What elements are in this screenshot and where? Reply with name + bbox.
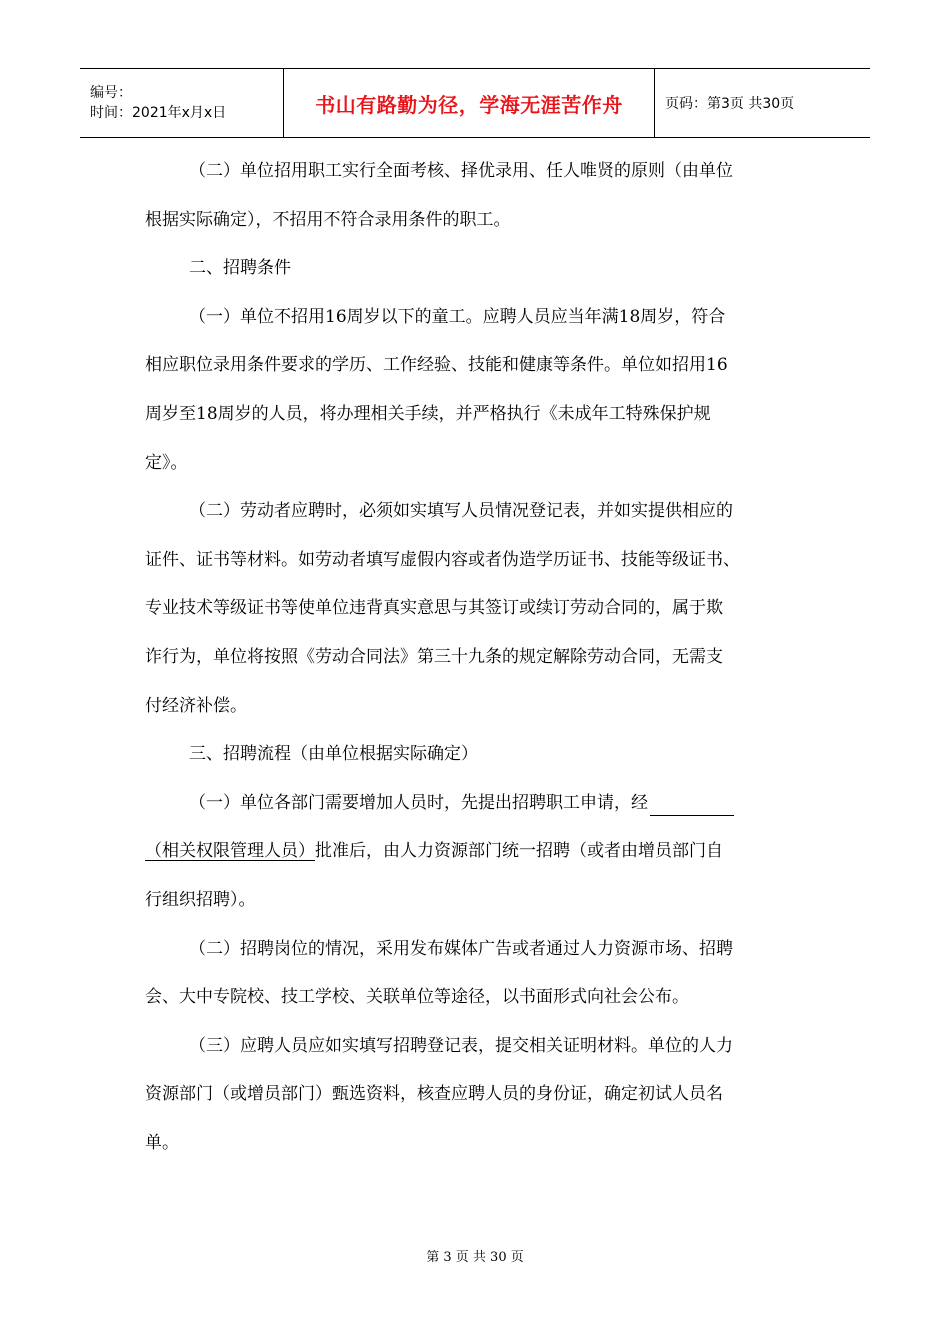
paragraph-line: 相应职位录用条件要求的学历、工作经验、技能和健康等条件。单位如招用16	[145, 355, 728, 376]
header-motto: 书山有路勤为径，学海无涯苦作舟	[315, 92, 623, 117]
header-motto-cell	[283, 69, 655, 137]
document-number-label: 编号：	[90, 85, 132, 101]
paragraph-line: 资源部门（或增员部门）甄选资料，核查应聘人员的身份证，确定初试人员名	[145, 1084, 723, 1105]
paragraph-line: 定》。	[145, 452, 188, 473]
document-body	[145, 147, 805, 1167]
fill-in-blank	[650, 791, 734, 816]
paragraph-line: 诈行为，单位将按照《劳动合同法》第三十九条的规定解除劳动合同，无需支	[145, 646, 723, 667]
paragraph-line: 根据实际确定），不招用不符合录用条件的职工。	[145, 209, 511, 230]
header-meta	[80, 69, 283, 137]
header-page-info: 页码：第3页 共30页	[665, 96, 795, 112]
paragraph-line: （一）单位不招用16周岁以下的童工。应聘人员应当年满18周岁，符合	[189, 306, 726, 327]
underlined-placeholder: （相关权限管理人员）	[145, 841, 315, 862]
paragraph-line: （二）招聘岗位的情况，采用发布媒体广告或者通过人力资源市场、招聘	[189, 938, 733, 959]
paragraph-line: （三）应聘人员应如实填写招聘登记表，提交相关证明材料。单位的人力	[189, 1035, 733, 1056]
section-heading: 三、招聘流程（由单位根据实际确定）	[189, 744, 478, 765]
paragraph-line	[145, 827, 805, 876]
paragraph-line: 证件、证书等材料。如劳动者填写虚假内容或者伪造学历证书、技能等级证书、	[145, 549, 740, 570]
paragraph-line	[145, 779, 805, 828]
section-heading: 二、招聘条件	[189, 258, 291, 279]
paragraph-line: （二）单位招用职工实行全面考核、择优录用、任人唯贤的原则（由单位	[189, 161, 733, 181]
paragraph-line: 付经济补偿。	[145, 695, 247, 716]
paragraph-text: 批准后，由人力资源部门统一招聘（或者由增员部门自	[315, 841, 723, 862]
paragraph-line: 行组织招聘）。	[145, 889, 256, 910]
paragraph-line: 会、大中专院校、技工学校、关联单位等途径，以书面形式向社会公布。	[145, 987, 689, 1008]
paragraph-line: 专业技术等级证书等使单位违背真实意思与其签订或续订劳动合同的，属于欺	[145, 598, 723, 619]
paragraph-line: （二）劳动者应聘时，必须如实填写人员情况登记表，并如实提供相应的	[189, 501, 733, 522]
paragraph-line: 周岁至18周岁的人员，将办理相关手续，并严格执行《未成年工特殊保护规	[145, 403, 711, 424]
paragraph-line: 单。	[145, 1132, 179, 1153]
page-footer: 第 3 页 共 30 页	[426, 1250, 524, 1265]
page-header	[80, 68, 870, 138]
paragraph-text: （一）单位各部门需要增加人员时，先提出招聘职工申请，经	[189, 792, 648, 813]
document-time-label: 时间：2021年x月x日	[90, 105, 227, 121]
